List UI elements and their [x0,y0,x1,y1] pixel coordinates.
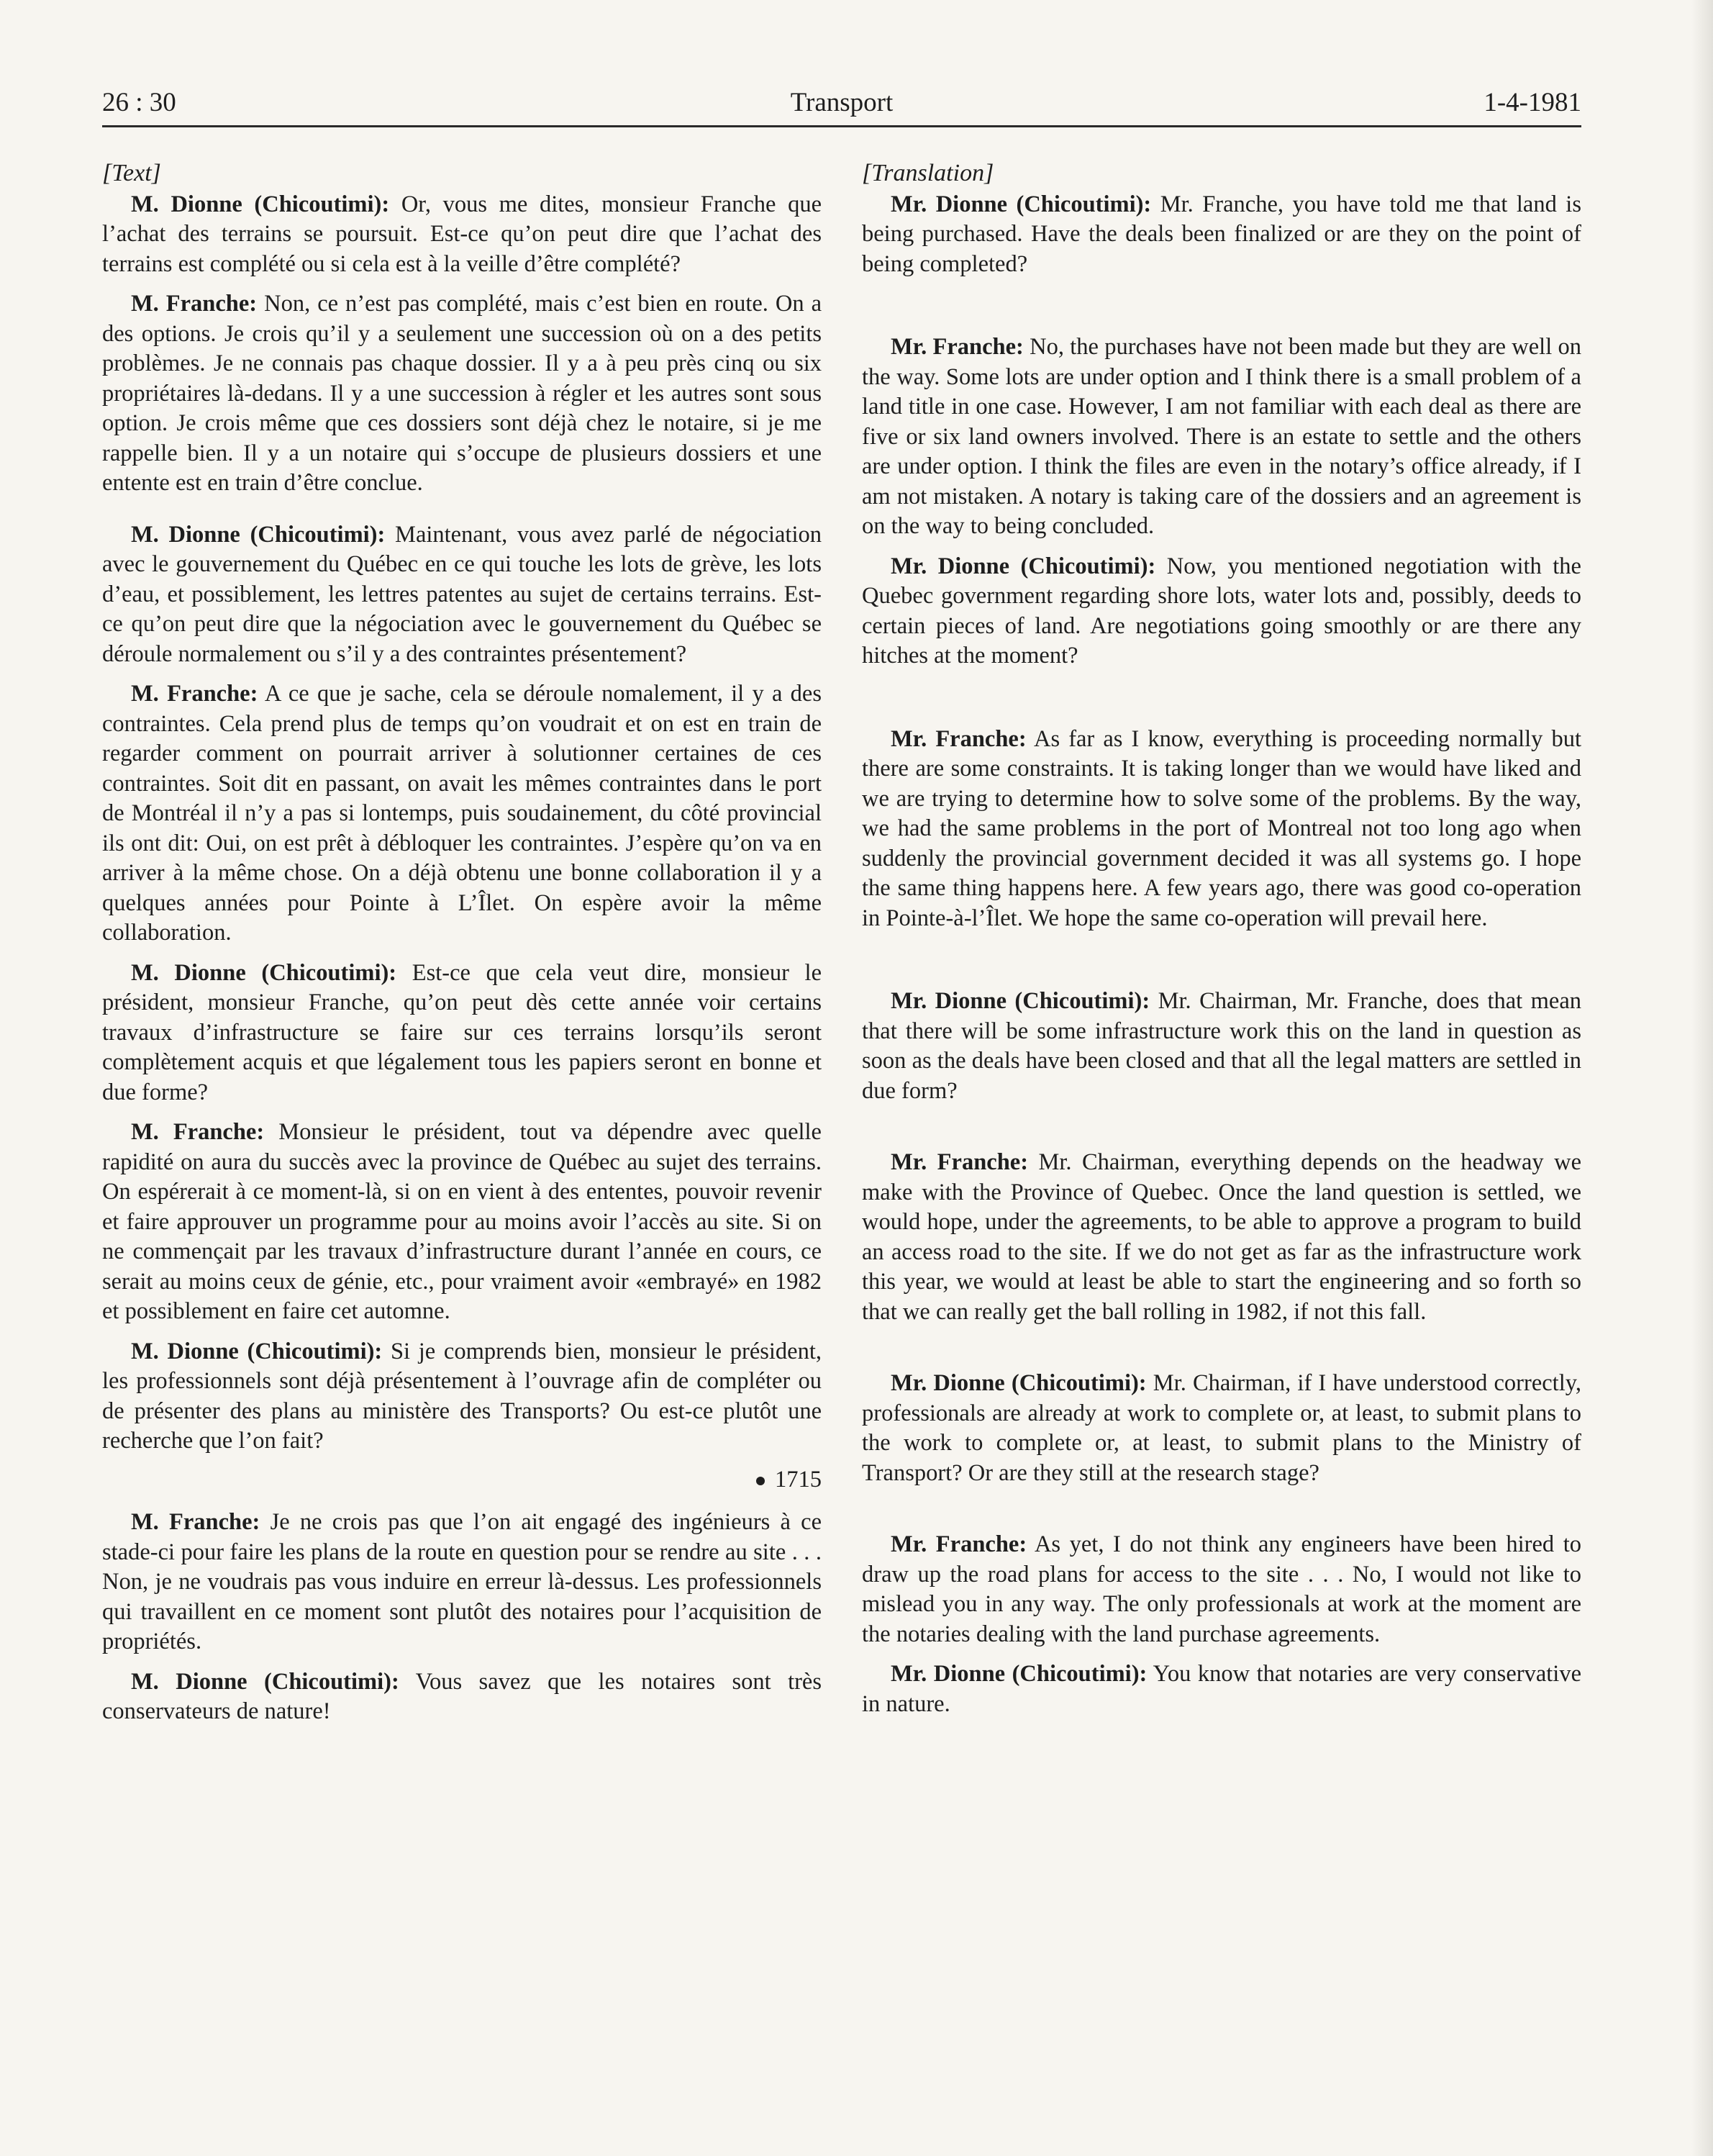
speech-text: Si je comprends bien, monsieur le président, les professionnels sont déjà présentement à l’ouvrage afin de compléter ou de présenter des plans au ministère des Transports? Ou est-ce plutôt une recherche que l’on fait? [102,1338,822,1454]
paragraph [102,679,822,948]
speaker-name: M. Dionne (Chicoutimi): [131,1668,399,1695]
speech-text: Or, vous me dites, monsieur Franche que l’achat des terrains se poursuit. Est-ce qu’on peut dire que l’achat des terrains est complété ou si cela est à la veille d’être complété? [102,191,822,277]
paragraph [862,725,1581,934]
paragraph [102,190,822,280]
speaker-name: M. Franche: [131,291,258,317]
language-tag-text: [Text] [102,160,161,186]
speech-text: Maintenant, vous avez parlé de négociation avec le gouvernement du Québec en ce qui touche les lots de grève, les lots d’eau, et possiblement, les lettres patentes au sujet de certains terrains. Est-ce qu’on peut dire que la négociation avec le gouvernement du Québec se déroule normalement ou s’il y a des contraintes présentement? [102,521,822,667]
page-title: Transport [790,88,894,117]
speaker-name: Mr. Dionne (Chicoutimi): [891,988,1150,1014]
speech-text: Mr. Franche, you have told me that land is being purchased. Have the deals been finalized or are they on the point of being completed? [862,191,1581,277]
page-header [102,85,1581,127]
speaker-name: Mr. Franche: [891,1149,1029,1175]
language-tag-translation: [Translation] [862,160,994,186]
paragraph [862,1148,1581,1327]
paragraph [862,332,1581,542]
paragraph [862,1369,1581,1488]
page-date: 1-4-1981 [1483,88,1581,117]
paragraph [102,959,822,1108]
paragraph [102,520,822,670]
paragraph [102,1337,822,1457]
speaker-name: M. Franche: [131,1119,265,1145]
speech-text: No, the purchases have not been made but they are well on the way. Some lots are under option and I think there is a small problem of a land title in one case. However, I am not familiar with each deal as there are five or six land owners involved. There is an estate to settle and the others are under option. I think the files are even in the notary’s office already, if I am not mistaken. A notary is taking care of the dossiers and an agreement is on the way to being concluded. [862,334,1582,539]
paragraph [862,552,1581,671]
paragraph [102,1508,822,1657]
speech-text: Mr. Chairman, everything depends on the headway we make with the Province of Quebec. Once the land question is settled, we would hope, under the agreements, to be able to approve a program to build an access road to the site. If we do not get as far as the infrastructure work this year, we would at least be able to start the engineering and so forth so that we can really get the ball rolling in 1982, if not this fall. [862,1149,1582,1325]
page-reference: 26 : 30 [102,88,176,117]
speech-text: Mr. Chairman, Mr. Franche, does that mean that there will be some infrastructure work this on the land in question as soon as the deals have been closed and that all the legal matters are settled in due form? [862,988,1581,1104]
speech-text: Je ne crois pas que l’on ait engagé des ingénieurs à ce stade-ci pour faire les plans de la route en question pour se rendre au site . . . Non, je ne voudrais pas vous induire en erreur là-dessus. Les professionnels qui travaillent en ce moment sont plutôt des notaires pour l’acquisition de propriétés. [102,1509,822,1654]
speech-text: You know that notaries are very conservative in nature. [862,1661,1581,1717]
speech-text: Mr. Chairman, if I have understood correctly, professionals are already at work to complete or, at least, to submit plans to the work to complete or, at least, to submit plans to the Ministry of Transport? Or are they still at the research stage? [862,1370,1581,1486]
paragraph [862,1659,1581,1719]
speaker-name: Mr. Dionne (Chicoutimi): [891,553,1156,579]
paragraph [862,987,1581,1106]
speaker-name: M. Dionne (Chicoutimi): [131,1338,383,1364]
page-edge-shadow [1691,0,1713,2156]
bullet-icon [756,1477,765,1485]
speech-text: A ce que je sache, cela se déroule nomalement, il y a des contraintes. Cela prend plus de temps qu’on voudrait et on est en train de regarder comment on pourrait arriver à solutionner certaines de ces contraintes. Soit dit en passant, on avait les mêmes contraintes dans le port de Montréal il n’y a pas si lontemps, puis soudainement, du côté provincial ils ont dit: Oui, on est prêt à débloquer les contraintes. J’espère qu’on va en arriver à la même chose. On a déjà obtenu une bonne collaboration il y a quelques années pour Pointe à L’Îlet. On espère avoir la même collaboration. [102,681,822,946]
speaker-name: M. Franche: [131,1509,260,1535]
speaker-name: M. Dionne (Chicoutimi): [131,191,390,217]
speech-text: As yet, I do not think any engineers have been hired to draw up the road plans for access to the site . . . No, I would not like to mislead you in any way. The only professionals at work at the moment are the notaries dealing with the land purchase agreements. [862,1531,1582,1647]
speech-text: Non, ce n’est pas complété, mais c’est bien en route. On a des options. Je crois qu’il y a seulement une succession où on a des petits problèmes. Je ne connais pas chaque dossier. Il y a à peu près cinq ou six propriétaires là-dedans. Il y a une succession à régler et les autres sont sous option. Je crois même que ces dossiers sont déjà chez le notaire, si je me rappelle bien. Il y a un notaire qui s’occupe de plusieurs dossiers et une entente est en train d’être conclue. [102,291,822,496]
speech-text: Monsieur le président, tout va dépendre avec quelle rapidité on aura du succès avec la province de Québec au sujet des terrains. On espérerait à ce moment-là, si on en vient à des ententes, pouvoir revenir et faire approuver un programme pour au moins avoir l’accès au site. Si on ne commençait par les travaux d’infrastructure durant l’année en cours, ce serait au moins ceux de génie, etc., pour vraiment avoir «embrayé» en 1982 et possiblement en faire cet automne. [102,1119,822,1324]
speech-text: Now, you mentioned negotiation with the Quebec government regarding shore lots, water lots and, possibly, deeds to certain pieces of land. Are negotiations going smoothly or are there any hitches at the moment? [862,553,1581,669]
speaker-name: Mr. Franche: [891,1531,1027,1557]
time-marker [102,1465,822,1495]
paragraph [102,289,822,499]
paragraph [862,190,1581,280]
speaker-name: Mr. Franche: [891,725,1027,752]
speech-text: As far as I know, everything is proceeding normally but there are some constraints. It is taking longer than we would have liked and we are trying to determine how to solve some of the problems. By the way, we had the same problems in the port of Montreal not too long ago when suddenly the provincial government decided it was all systems go. I hope the same thing happens here. A few years ago, there was good co-operation in Pointe-à-l’Îlet. We hope the same co-operation will prevail here. [862,725,1581,931]
paragraph [102,1118,822,1327]
speaker-name: Mr. Dionne (Chicoutimi): [891,1661,1148,1687]
paragraph [102,1667,822,1727]
speaker-name: M. Franche: [131,681,258,707]
speaker-name: M. Dionne (Chicoutimi): [131,959,397,986]
speaker-name: M. Dionne (Chicoutimi): [131,521,386,548]
speech-text: Vous savez que les notaires sont très conservateurs de nature! [102,1668,822,1724]
speaker-name: Mr. Dionne (Chicoutimi): [891,1370,1147,1396]
left-column-french [102,158,822,1727]
timestamp: 1715 [775,1466,822,1493]
speech-text: Est-ce que cela veut dire, monsieur le président, monsieur Franche, qu’on peut dès cette année voir certains travaux d’infrastructure se faire sur ces terrains lorsqu’ils seront complètement acquis et que légalement tous les papiers seront en bonne et due forme? [102,959,822,1105]
speaker-name: Mr. Dionne (Chicoutimi): [891,191,1152,217]
right-column-english [862,158,1581,1719]
paragraph [862,1530,1581,1649]
speaker-name: Mr. Franche: [891,334,1024,360]
